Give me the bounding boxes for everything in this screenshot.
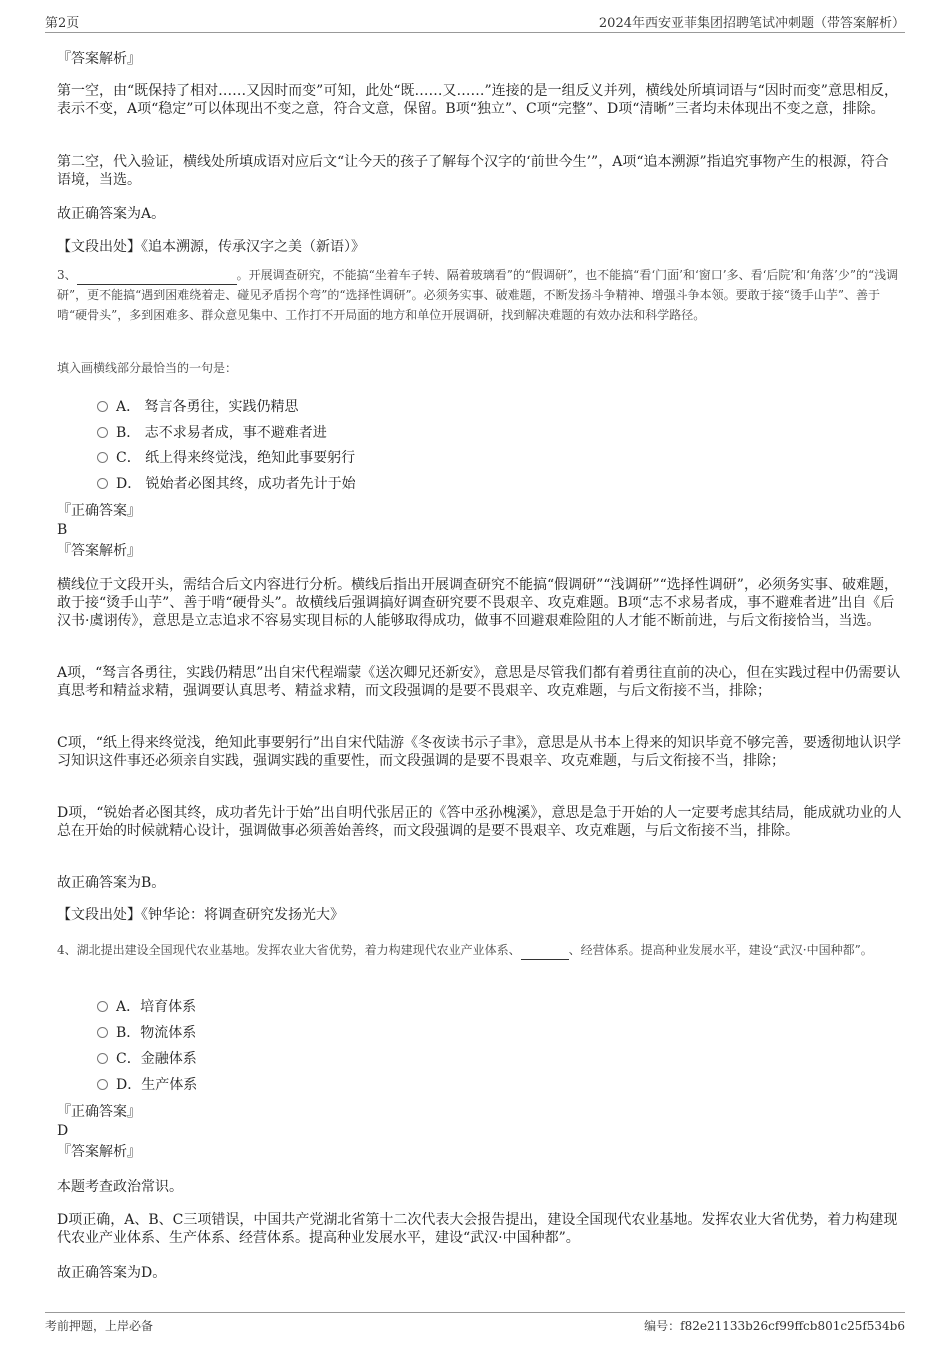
- footer-serial: 编号：f82e21133b26cf99ffcb801c25f534b6: [644, 1319, 905, 1333]
- radio-icon[interactable]: [97, 427, 108, 438]
- radio-icon[interactable]: [97, 1001, 108, 1012]
- q3-analysis-label: 『答案解析』: [57, 543, 141, 559]
- q3-answer: B: [57, 522, 68, 538]
- page-number: 第2页: [45, 16, 80, 31]
- footer-slogan: 考前押题，上岸必备: [45, 1319, 154, 1333]
- q4-answer-label: 『正确答案』: [57, 1104, 141, 1120]
- q3-analysis-para-4: D项，“锐始者必图其终，成功者先计于始”出自明代张居正的《答中丞孙槐溪》，意思是急于开始的人一定要考虑其结局，能成就功业的人总在开始的时候就精心设计，强调做事必须善始善终，而文段强调的是要不畏艰辛、攻克难题，与后文衔接不当，排除。: [57, 805, 902, 839]
- q4-conclusion: 故正确答案为D。: [57, 1265, 167, 1281]
- radio-icon[interactable]: [97, 478, 108, 489]
- q2-source: 【文段出处】《追本溯源，传承汉字之美（新语）》: [57, 239, 365, 255]
- radio-icon[interactable]: [97, 1079, 108, 1090]
- q3-conclusion: 故正确答案为B。: [57, 875, 166, 891]
- q3-option-a[interactable]: [97, 398, 299, 416]
- page-footer: [45, 1312, 905, 1335]
- q3-option-d-label: D． 锐始者必图其终，成功者先计于始: [116, 476, 356, 492]
- q4-option-d[interactable]: [97, 1076, 197, 1094]
- q4-option-b[interactable]: [97, 1024, 196, 1042]
- q4-analysis-para-2: D项正确，A、B、C三项错误，中国共产党湖北省第十二次代表大会报告提出，建设全国现代农业基地。发挥农业大省优势，着力构建现代农业产业体系、生产体系、经营体系。提高种业发展水平，建设“武汉·中国种都”。: [57, 1212, 898, 1246]
- q3-option-d[interactable]: [97, 475, 356, 493]
- q4-option-c-label: C．金融体系: [116, 1051, 197, 1067]
- q4-option-c[interactable]: [97, 1050, 197, 1068]
- q3-stem-text: 。开展调查研究，不能搞“坐着车子转、隔着玻璃看”的“假调研”，也不能搞“看‘门面’和‘窗口’多、看‘后院’和‘角落’少”的“浅调研”，更不能搞“遇到困难绕着走、碰见矛盾拐个弯”的“选择性调研”。必须务实事、破难题，不断发扬斗争精神、增强斗争本领。要敢于接“烫手山芋”、善于啃“硬骨头”，多到困难多、群众意见集中、工作打不开局面的地方和单位开展调研，找到解决难题的有效办法和科学路径。: [57, 268, 899, 322]
- q4-analysis-para-1: 本题考查政治常识。: [57, 1179, 183, 1195]
- q2-analysis-para-1: 第一空，由“既保持了相对……又因时而变”可知，此处“既……又……”连接的是一组反义并列，横线处所填词语与“因时而变”意思相反，表示不变，A项“稳定”可以体现出不变之意，符合文意，保留。B项“独立”、C项“完整”、D项“清晰”三者均未体现出不变之意，排除。: [57, 83, 898, 117]
- q3-analysis-para-1: 横线位于文段开头，需结合后文内容进行分析。横线后指出开展调查研究不能搞“假调研”“浅调研”“选择性调研”，必须务实事、破难题，敢于接“烫手山芋”、善于啃“硬骨头”。故横线后强调搞好调查研究要不畏艰辛、攻克难题。B项“志不求易者成，事不避难者进”出自《后汉书·虞诩传》，意思是立志追求不容易实现目标的人能够取得成功，做事不回避艰难险阻的人才能不断前进，与后文衔接恰当，当选。: [57, 577, 898, 629]
- q3-analysis-para-2: A项，“驽言各勇往，实践仍精思”出自宋代程端蒙《送次卿兄还新安》，意思是尽管我们都有着勇往直前的决心，但在实践过程中仍需要认真思考和精益求精，强调要认真思考、精益求精，而文段强调的是要不畏艰辛、攻克难题，与后文衔接不当，排除；: [57, 665, 901, 699]
- q3-prompt: 填入画横线部分最恰当的一句是：: [57, 361, 238, 375]
- radio-icon[interactable]: [97, 401, 108, 412]
- q3-stem: [57, 265, 902, 325]
- radio-icon[interactable]: [97, 452, 108, 463]
- q2-analysis-label: 『答案解析』: [57, 51, 141, 67]
- q3-option-b[interactable]: [97, 424, 327, 442]
- q3-option-b-label: B． 志不求易者成，事不避难者进: [116, 425, 327, 441]
- q3-number: 3、: [57, 268, 77, 282]
- q3-source: 【文段出处】《钟华论：将调查研究发扬光大》: [57, 907, 344, 923]
- page-header: [45, 10, 905, 33]
- q3-answer-label: 『正确答案』: [57, 503, 141, 519]
- q3-analysis-para-3: C项，“纸上得来终觉浅，绝知此事要躬行”出自宋代陆游《冬夜读书示子聿》，意思是从书本上得来的知识毕竟不够完善，要透彻地认识学习知识这件事还必须亲自实践，强调实践的重要性，而文段强调的是要不畏艰辛、攻克难题，与后文衔接不当，排除；: [57, 735, 902, 769]
- q4-option-a[interactable]: [97, 998, 196, 1016]
- q4-stem-before: 4、湖北提出建设全国现代农业基地。发挥农业大省优势，着力构建现代农业产业体系、: [57, 943, 521, 957]
- q3-option-c[interactable]: [97, 449, 355, 467]
- radio-icon[interactable]: [97, 1053, 108, 1064]
- q3-option-c-label: C． 纸上得来终觉浅，绝知此事要躬行: [116, 450, 356, 466]
- q3-answer-blank: [77, 284, 237, 285]
- q4-stem-after: 、经营体系。提高种业发展水平，建设“武汉·中国种都”。: [568, 943, 873, 957]
- q3-option-a-label: A． 驽言各勇往，实践仍精思: [116, 399, 299, 415]
- q2-conclusion: 故正确答案为A。: [57, 206, 166, 222]
- document-title: 2024年西安亚菲集团招聘笔试冲刺题（带答案解析）: [598, 16, 905, 31]
- q4-option-b-label: B．物流体系: [116, 1025, 197, 1041]
- q4-stem: [57, 940, 902, 960]
- q4-answer-blank: [521, 959, 569, 960]
- q4-answer: D: [57, 1123, 69, 1139]
- q4-option-a-label: A．培育体系: [116, 999, 197, 1015]
- q4-option-d-label: D．生产体系: [116, 1077, 198, 1093]
- q4-analysis-label: 『答案解析』: [57, 1144, 141, 1160]
- radio-icon[interactable]: [97, 1027, 108, 1038]
- q2-analysis-para-2: 第二空，代入验证，横线处所填成语对应后文“让今天的孩子了解每个汉字的‘前世今生’”，A项“追本溯源”指追究事物产生的根源，符合语境，当选。: [57, 154, 889, 188]
